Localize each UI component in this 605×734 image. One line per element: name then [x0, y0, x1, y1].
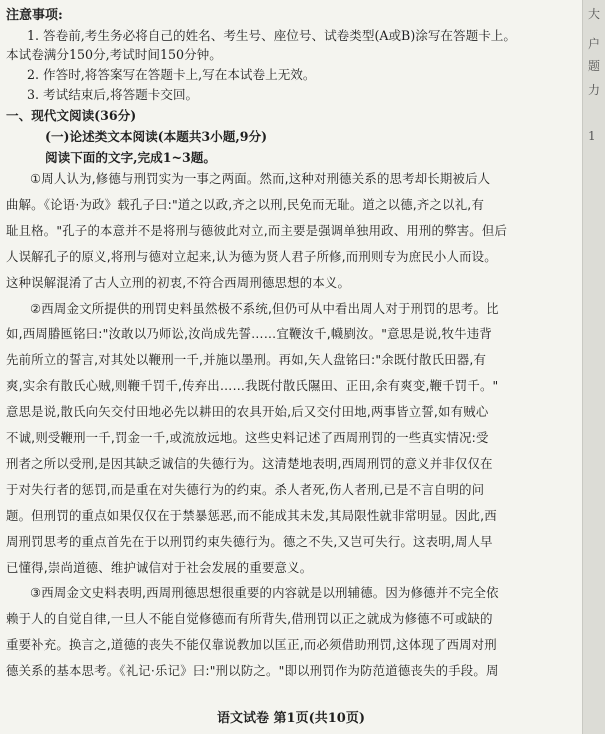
passage-line: 爽,实余有散氏心贼,则鞭千罚千,传弃出……我既付散氏隰田、正田,余有爽变,鞭千罚千。" [6, 378, 499, 394]
notice-item-2: 2. 作答时,将答案写在答题卡上,写在本试卷上无效。 [27, 67, 316, 82]
passage-line: 如,西周膡匜铭曰:"汝敢以乃师讼,汝尚成先誓……宜鞭汝千,幭剭汝。"意思是说,牧牛违背 [6, 326, 492, 342]
passage-line: 重要补充。换言之,道德的丧失不能仅靠说教加以匡正,而必须借助刑罚,这体现了西周对刑 [6, 637, 497, 653]
edge-glyph: 题 [588, 59, 601, 73]
passage-line: ②西周金文所提供的刑罚史料虽然极不系统,但仍可从中看出周人对于刑罚的思考。比 [30, 300, 499, 316]
section-subtitle: (一)论述类文本阅读(本题共3小题,9分) [45, 129, 268, 144]
notice-heading: 注意事项: [6, 8, 63, 23]
edge-glyph: 大 [588, 7, 601, 21]
passage-line: 先前所立的誓言,对其处以鞭刑一千,并施以墨刑。再如,矢人盘铭曰:"余既付散氏田器,有 [6, 352, 487, 368]
edge-glyph: 力 [588, 83, 601, 97]
passage-line: 德关系的基本思考。《礼记·乐记》曰:"刑以防之。"即以刑罚作为防范道德丧失的手段。周 [6, 663, 499, 679]
section-title: 一、现代文阅读(36分) [6, 108, 137, 123]
passage-line: 周刑罚思考的重点首先在于以刑罚约束失德行为。德之不失,又岂可失行。这表明,周人早 [6, 533, 493, 549]
passage-line: 刑者之所以受刑,是因其缺乏诚信的失德行为。这清楚地表明,西周刑罚的意义并非仅仅在 [6, 455, 493, 471]
page-footer: 语文试卷 第1页(共10页) [217, 711, 365, 726]
adjacent-page-edge [582, 0, 605, 734]
passage-line: 于对失行者的惩罚,而是重在对失德行为的约束。杀人者死,伤人者刑,已是不言自明的问 [6, 481, 485, 497]
section-instruction: 阅读下面的文字,完成1~3题。 [45, 150, 216, 165]
edge-glyph: 户 [588, 37, 601, 51]
passage-line: 已懂得,崇尚道德、维护诚信对于社会发展的重要意义。 [6, 559, 313, 575]
passage-line: 耻且格。"孔子的本意并不是将刑与德彼此对立,而主要是强调单独用政、用刑的弊害。但后 [6, 222, 508, 238]
notice-item-1-cont: 本试卷满分150分,考试时间150分钟。 [6, 47, 222, 62]
passage-line: ③西周金文史料表明,西周刑德思想很重要的内容就是以刑辅德。因为修德并不完全依 [30, 585, 499, 601]
passage-line: ①周人认为,修德与刑罚实为一事之两面。然而,这种对刑德关系的思考却长期被后人 [30, 171, 491, 186]
passage-line: 意思是说,散氏向矢交付田地必先以耕田的农具开始,后又交付田地,两事皆立誓,如有贼心 [6, 404, 489, 420]
passage-line: 曲解。《论语·为政》载孔子曰:"道之以政,齐之以刑,民免而无耻。道之以德,齐之以礼,有 [6, 196, 485, 212]
passage-line: 赖于人的自觉自律,一旦人不能自觉修德而有所背失,借刑罚以正之就成为修德不可或缺的 [6, 611, 493, 627]
passage-line: 不诚,则受鞭刑一千,罚金一千,或流放远地。这些史料记述了西周刑罚的一些真实情况:受 [6, 430, 489, 445]
notice-item-3: 3. 考试结束后,将答题卡交回。 [27, 87, 199, 102]
edge-glyph: 1 [588, 129, 596, 143]
passage-line: 这种误解混淆了古人立刑的初衷,不符合西周刑德思想的本义。 [6, 274, 351, 290]
passage-line: 人误解孔子的原义,将刑与德对立起来,认为德为贤人君子所修,而刑则专为庶民小人而设。 [6, 248, 497, 264]
notice-item-1: 1. 答卷前,考生务必将自己的姓名、考生号、座位号、试卷类型(A或B)涂写在答题卡上。 [27, 28, 516, 43]
passage-line: 题。但刑罚的重点如果仅仅在于禁暴惩恶,而不能成其未发,其局限性就非常明显。因此,西 [6, 507, 497, 523]
